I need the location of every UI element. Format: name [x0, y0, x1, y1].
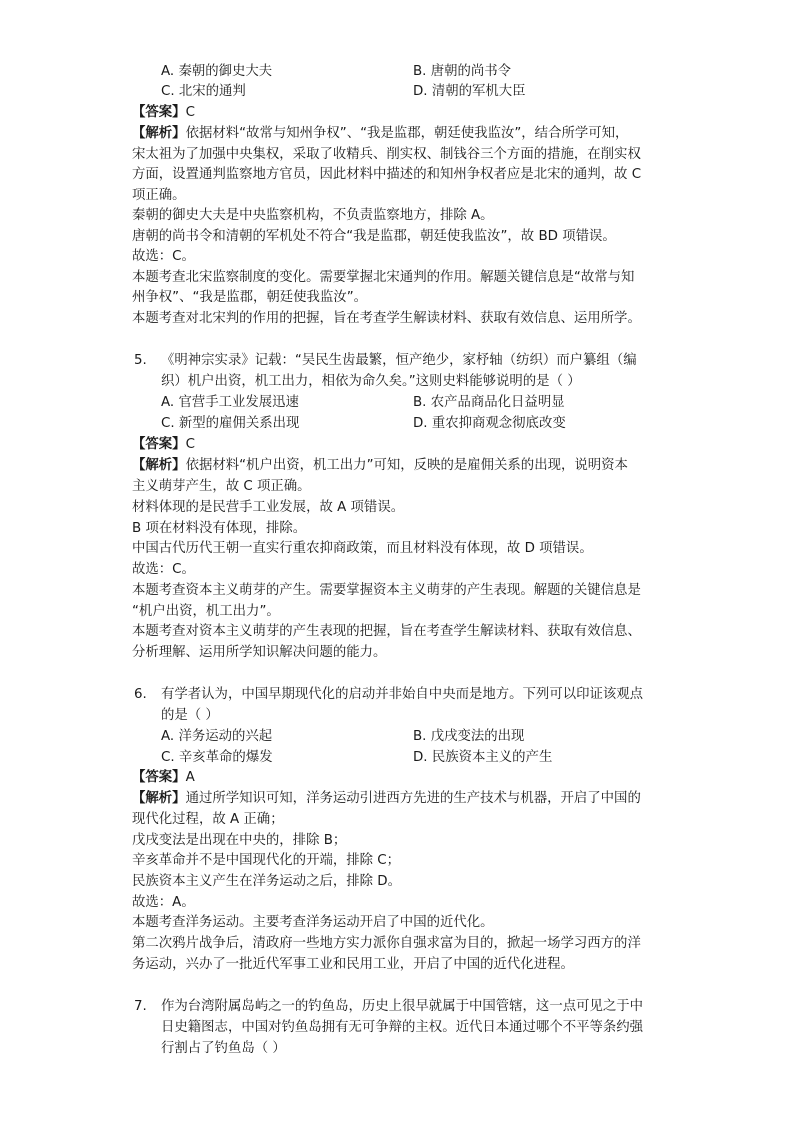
- q4-option-a: A. 秦朝的御史大夫: [161, 64, 273, 79]
- q6-analysis-line-3: 辛亥革命并不是中国现代化的开端，排除 C；: [132, 853, 401, 868]
- q6-analysis-line-8: 务运动，兴办了一批近代军事工业和民用工业，开启了中国的近代化进程。: [132, 957, 574, 972]
- q4-analysis-line-6: 故选：C。: [132, 249, 195, 264]
- q5-option-a: A. 官营手工业发展迅速: [161, 395, 299, 410]
- q5-analysis-line-3: B 项在材料没有体现，排除。: [132, 520, 307, 536]
- q7-stem-line-0: 作为台湾附属岛屿之一的钓鱼岛，历史上很早就属于中国管辖，这一点可见之于中: [161, 999, 644, 1014]
- q4-analysis-line-2: 方面，设置通判监察地方官员，因此材料中描述的和知州争权者应是北宋的通判，故 C: [132, 167, 642, 182]
- q5-analysis-line-6: 本题考查资本主义萌芽的产生。需要掌握资本主义萌芽的产生表现。解题的关键信息是: [132, 583, 641, 598]
- answer-tag: 【答案】: [132, 105, 186, 120]
- q6-analysis-line-7: 第二次鸦片战争后，清政府一些地方实力派你自强求富为目的，掀起一场学习西方的洋: [132, 936, 641, 951]
- q6-number: 6.: [134, 687, 147, 702]
- q5-analysis-line-9: 分析理解、运用所学知识解决问题的能力。: [132, 645, 387, 660]
- q5-analysis-line-4: 中国古代历代王朝一直实行重农抑商政策，而且材料没有体现，故 D 项错误。: [132, 541, 593, 556]
- q5-analysis-line-0: [132, 456, 664, 476]
- q4-analysis-line-9: 本题考查对北宋判的作用的把握，旨在考查学生解读材料、获取有效信息、运用所学。: [132, 310, 641, 326]
- q6-analysis-line-1: 现代化过程，故 A 正确；: [132, 812, 284, 827]
- analysis-tag: 【解析】: [132, 458, 186, 473]
- q6-analysis-line-0: [132, 789, 664, 809]
- q6-answer: [132, 768, 664, 788]
- q4-answer: [132, 103, 664, 123]
- answer-value: C: [185, 437, 195, 452]
- q4-analysis-line-1: 宋太祖为了加强中央集权，采取了收精兵、削实权、制钱谷三个方面的措施，在削实权: [132, 146, 641, 162]
- answer-value: C: [185, 105, 195, 120]
- q6-stem-line-0: 有学者认为，中国早期现代化的启动并非始自中央而是地方。下列可以印证该观点: [161, 687, 644, 702]
- q6-analysis-line-2: 戊戌变法是出现在中央的，排除 B；: [132, 832, 347, 848]
- q4-analysis-line-4: 秦朝的御史大夫是中央监察机构，不负责监察地方，排除 A。: [132, 208, 494, 223]
- q5-analysis-line-5: 故选：C。: [132, 562, 195, 577]
- answer-tag: 【答案】: [132, 437, 186, 452]
- q5-analysis-line-8: 本题考查对资本主义萌芽的产生表现的把握，旨在考查学生解读材料、获取有效信息、: [132, 624, 641, 639]
- q4-analysis-line-3: 项正确。: [132, 187, 186, 203]
- analysis-text: 通过所学知识可知，洋务运动引进西方先进的生产技术与机器，开启了中国的: [185, 791, 641, 806]
- q4-analysis-line-8: 州争权”、“我是监郡，朝廷使我监汝”。: [132, 290, 368, 305]
- q5-analysis-line-1: 主义萌芽产生，故 C 项正确。: [132, 479, 311, 494]
- q6-analysis-line-6: 本题考查洋务运动。主要考查洋务运动开启了中国的近代化。: [132, 915, 494, 930]
- answer-tag: 【答案】: [132, 770, 186, 785]
- q5-option-d: D. 重农抑商观念彻底改变: [413, 416, 566, 431]
- q7-number: 7.: [134, 999, 147, 1014]
- q6-option-c: C. 辛亥革命的爆发: [161, 750, 273, 765]
- analysis-text: 依据材料“机户出资，机工出力”可知，反映的是雇佣关系的出现，说明资本: [185, 458, 628, 473]
- q6-option-d: D. 民族资本主义的产生: [413, 750, 553, 765]
- q5-stem-line-1: 织）机户出资，机工出力，相依为命久矣。”这则史料能够说明的是（ ）: [161, 374, 581, 389]
- q5-analysis-line-7: “机户出资，机工出力”。: [132, 603, 280, 619]
- q4-analysis-line-5: 唐朝的尚书令和清朝的军机处不符合“我是监郡，朝廷使我监汝”，故 BD 项错误。: [132, 228, 616, 244]
- q4-option-d: D. 清朝的军机大臣: [413, 84, 526, 99]
- q4-analysis-line-7: 本题考查北宋监察制度的变化。需要掌握北宋通判的作用。解题关键信息是“故常与知: [132, 269, 635, 285]
- q6-analysis-line-5: 故选：A。: [132, 894, 195, 910]
- analysis-tag: 【解析】: [132, 126, 186, 141]
- q6-option-a: A. 洋务运动的兴起: [161, 729, 273, 744]
- q5-stem-line-0: 《明神宗实录》记载：“吴民生齿最繁，恒产绝少，家杼轴（纺织）而户纂组（编: [161, 353, 637, 368]
- analysis-tag: 【解析】: [132, 791, 186, 806]
- q6-option-b: B. 戊戌变法的出现: [413, 729, 525, 744]
- q4-option-b: B. 唐朝的尚书令: [413, 64, 512, 79]
- q5-answer: [132, 435, 664, 455]
- q7-stem-line-1: 日史籍图志，中国对钓鱼岛拥有无可争辩的主权。近代日本通过哪个不平等条约强: [161, 1020, 644, 1035]
- q5-option-c: C. 新型的雇佣关系出现: [161, 416, 300, 431]
- q5-number: 5.: [134, 353, 147, 368]
- q5-analysis-line-2: 材料体现的是民营手工业发展，故 A 项错误。: [132, 500, 405, 515]
- answer-value: A: [185, 770, 195, 785]
- analysis-text: 依据材料“故常与知州争权”、“我是监郡，朝廷使我监汝”，结合所学可知，: [185, 126, 629, 141]
- q7-stem-line-2: 行割占了钓鱼岛（ ）: [161, 1041, 286, 1056]
- q4-analysis-line-0: [132, 124, 664, 144]
- q4-option-c: C. 北宋的通判: [161, 84, 246, 99]
- q6-analysis-line-4: 民族资本主义产生在洋务运动之后，排除 D。: [132, 874, 401, 889]
- q5-option-b: B. 农产品商品化日益明显: [413, 395, 565, 410]
- q6-stem-line-1: 的是（ ）: [161, 708, 219, 723]
